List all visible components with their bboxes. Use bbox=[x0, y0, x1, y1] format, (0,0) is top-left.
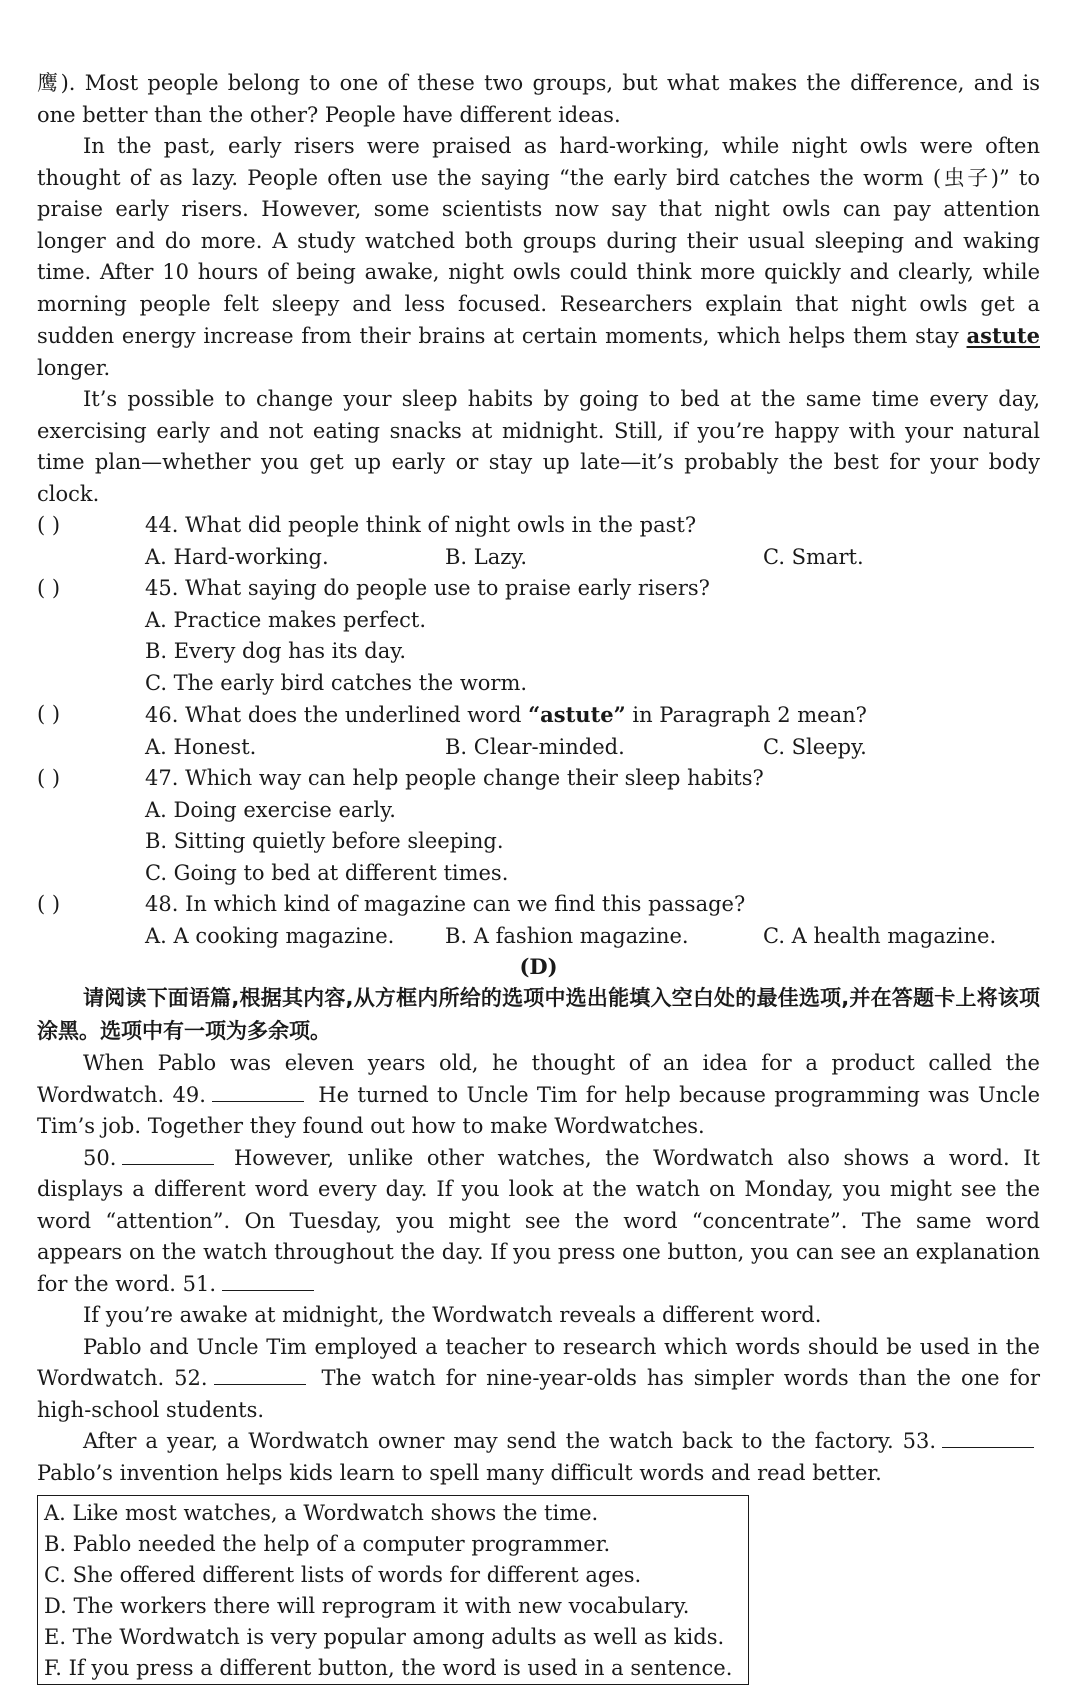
blank-52[interactable] bbox=[214, 1364, 306, 1385]
question-48-options bbox=[37, 921, 1040, 953]
question-text: 44. What did people think of night owls in the past? bbox=[145, 513, 697, 537]
question-45 bbox=[37, 573, 1040, 605]
question-48 bbox=[37, 889, 1040, 921]
blank-50[interactable] bbox=[122, 1144, 214, 1165]
blank-number-51: 51. bbox=[182, 1271, 217, 1296]
option-c: C. Sleepy. bbox=[763, 734, 867, 759]
option-a: A. Hard-working. bbox=[145, 544, 329, 569]
answer-bracket[interactable]: ( ) bbox=[37, 576, 61, 600]
question-46-options bbox=[37, 732, 1040, 764]
option-b: B. Every dog has its day. bbox=[145, 639, 407, 663]
question-keyword: “astute” bbox=[528, 702, 626, 727]
option-c: C. Going to bed at different times. bbox=[145, 860, 509, 885]
box-option-e: E. The Wordwatch is very popular among adults as well as kids. bbox=[44, 1625, 725, 1649]
option-b: B. Lazy. bbox=[445, 544, 528, 569]
question-47 bbox=[37, 763, 1040, 795]
passage-paragraph-1: 鹰). Most people belong to one of these two groups, but what makes the difference, and is one better than the other? People have different ideas. bbox=[37, 71, 1040, 127]
passage-d-paragraph-1 bbox=[37, 1048, 1040, 1143]
option-c: C. The early bird catches the worm. bbox=[145, 670, 528, 695]
question-text: 48. In which kind of magazine can we find this passage? bbox=[145, 892, 746, 916]
question-text-part: in Paragraph 2 mean? bbox=[625, 703, 867, 727]
section-instructions: 请阅读下面语篇,根据其内容,从方框内所给的选项中选出能填入空白处的最佳选项,并在答题卡上将该项涂黑。选项中有一项为多余项。 bbox=[37, 986, 1040, 1043]
question-44 bbox=[37, 510, 1040, 542]
blank-53[interactable] bbox=[942, 1427, 1034, 1448]
paragraph-text: longer. bbox=[37, 355, 111, 380]
passage-d-paragraph-2 bbox=[37, 1143, 1040, 1301]
paragraph-text: Pablo’s invention helps kids learn to spell many difficult words and read better. bbox=[37, 1460, 882, 1485]
question-text bbox=[145, 699, 867, 732]
answer-bracket[interactable]: ( ) bbox=[37, 766, 61, 790]
question-text: 47. Which way can help people change their sleep habits? bbox=[145, 766, 764, 790]
options-box bbox=[37, 1495, 749, 1685]
paragraph-text: The watch for nine-year-olds has simpler words than the one for high-school students. bbox=[37, 1366, 1041, 1422]
blank-number-50: 50. bbox=[83, 1145, 117, 1170]
option-c: C. A health magazine. bbox=[763, 923, 997, 948]
box-option-d: D. The workers there will reprogram it with new vocabulary. bbox=[44, 1594, 690, 1618]
question-46 bbox=[37, 699, 1040, 732]
paragraph-text: He turned to Uncle Tim for help because programming was Uncle Tim’s job. Together they found out how to make Wordwatches. bbox=[37, 1082, 1040, 1138]
answer-bracket[interactable]: ( ) bbox=[37, 702, 61, 726]
option-c: C. Smart. bbox=[763, 544, 864, 569]
paragraph-text: After a year, a Wordwatch owner may send the watch back to the factory. bbox=[83, 1429, 903, 1453]
paragraph-text: Pablo and Uncle Tim employed a teacher to research which words should be used in the Wordwatch. bbox=[37, 1334, 1040, 1390]
passage-d-paragraph-3: If you’re awake at midnight, the Wordwatch reveals a different word. bbox=[83, 1303, 822, 1327]
box-option-c: C. She offered different lists of words for different ages. bbox=[44, 1563, 642, 1587]
option-b: B. Sitting quietly before sleeping. bbox=[145, 829, 504, 853]
passage-d-paragraph-5 bbox=[37, 1426, 1040, 1489]
passage-d-paragraph-4 bbox=[37, 1332, 1040, 1427]
blank-49[interactable] bbox=[212, 1081, 304, 1102]
paragraph-text: When Pablo was eleven years old, he thought of an idea for a product called the Wordwatch. bbox=[37, 1051, 1040, 1107]
option-a: A. Practice makes perfect. bbox=[145, 607, 427, 632]
question-text: 45. What saying do people use to praise early risers? bbox=[145, 576, 710, 600]
blank-number-49: 49. bbox=[172, 1082, 206, 1107]
option-a: A. A cooking magazine. bbox=[145, 923, 395, 948]
option-b: B. Clear-minded. bbox=[445, 734, 625, 759]
question-44-options bbox=[37, 542, 1040, 574]
question-text-part: 46. What does the underlined word bbox=[145, 703, 529, 727]
section-heading: (D) bbox=[519, 954, 558, 979]
paragraph-text: In the past, early risers were praised as hard-working, while night owls were often thought of as lazy. People often use the saying “the early bird catches the worm (虫子)” to praise early risers. However, some scientists now say that night owls can pay attention longer and do more. A study watched both groups during their usual sleeping and waking time. After 10 hours of being awake, night owls could think more quickly and clearly, while morning people felt sleepy and less focused. Researchers explain that night owls get a sudden energy increase from their brains at certain moments, which helps them stay bbox=[37, 134, 1040, 348]
answer-bracket[interactable]: ( ) bbox=[37, 892, 61, 916]
passage-paragraph-3: It’s possible to change your sleep habits by going to bed at the same time every day, exercising early and not eating snacks at midnight. Still, if you’re happy with your natural time plan—whether you get up early or stay up late—it’s probably the best for your body clock. bbox=[37, 387, 1040, 506]
option-a: A. Doing exercise early. bbox=[145, 797, 396, 822]
passage-paragraph-2 bbox=[37, 131, 1040, 384]
blank-number-53: 53. bbox=[902, 1429, 936, 1453]
answer-bracket[interactable]: ( ) bbox=[37, 513, 61, 537]
option-b: B. A fashion magazine. bbox=[445, 923, 689, 948]
blank-51[interactable] bbox=[222, 1270, 314, 1291]
box-option-a: A. Like most watches, a Wordwatch shows the time. bbox=[44, 1501, 599, 1525]
option-a: A. Honest. bbox=[145, 734, 257, 759]
box-option-f: F. If you press a different button, the word is used in a sentence. bbox=[44, 1656, 733, 1680]
paragraph-text: However, unlike other watches, the Wordwatch also shows a word. It displays a different word every day. If you look at the watch on Monday, you might see the word “attention”. On Tuesday, you might see the word “concentrate”. The same word appears on the watch throughout the day. If you press one button, you can see an explanation for the word. bbox=[37, 1145, 1040, 1296]
box-option-b: B. Pablo needed the help of a computer programmer. bbox=[44, 1532, 611, 1556]
blank-number-52: 52. bbox=[174, 1366, 208, 1390]
underlined-word-astute: astute bbox=[966, 323, 1040, 348]
